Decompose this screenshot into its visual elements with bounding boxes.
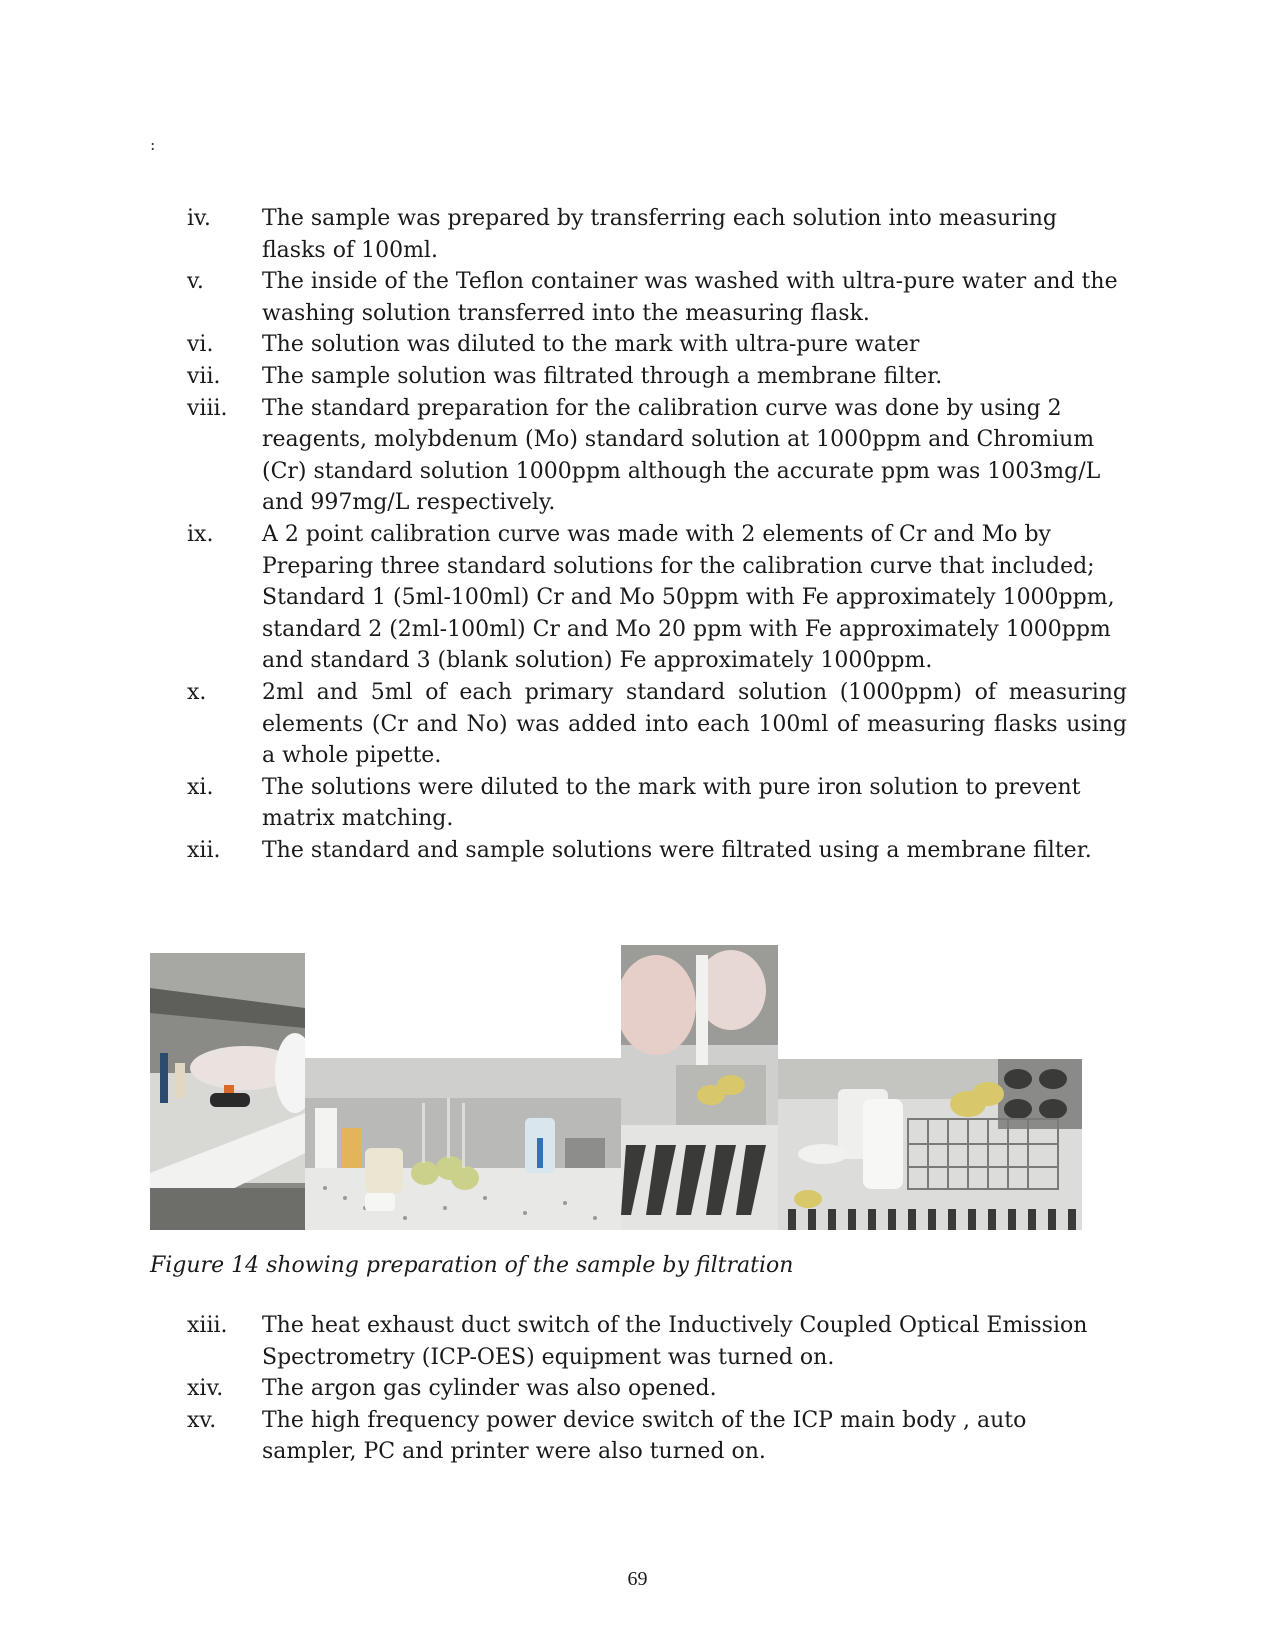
list-item xyxy=(187,519,1127,677)
step-text: 2ml and 5ml of each primary standard solution (1000ppm) of measuring elements (Cr and No) was added into each 100ml of measuring flasks using a whole pipette. xyxy=(262,679,1127,769)
step-number: xi. xyxy=(187,774,214,800)
photo-fume-hood xyxy=(150,953,305,1230)
photo-flask-racks-image xyxy=(778,1059,1082,1230)
step-number: x. xyxy=(187,679,207,705)
step-number: vi. xyxy=(187,332,214,358)
step-number: vii. xyxy=(187,363,221,389)
photo-volumetric-flasks-image xyxy=(305,1058,621,1230)
list-item xyxy=(187,393,1127,519)
step-text: The solutions were diluted to the mark with pure iron solution to prevent matrix matching. xyxy=(262,774,1081,832)
step-text: The sample was prepared by transferring each solution into measuring flasks of 100ml. xyxy=(262,206,1058,263)
step-number: viii. xyxy=(187,395,228,421)
figure-photo-collage xyxy=(150,945,1110,1235)
step-number: xiv. xyxy=(187,1376,224,1402)
procedure-steps-list xyxy=(187,203,1127,866)
step-number: iv. xyxy=(187,206,211,231)
procedure-steps-list-continued xyxy=(187,1310,1127,1468)
step-text: The solution was diluted to the mark with ultra-pure water xyxy=(262,332,920,358)
list-item xyxy=(187,1373,1127,1405)
step-text: The inside of the Teflon container was washed with ultra-pure water and the washing solution transferred into the measuring flask. xyxy=(262,269,1118,326)
step-text: A 2 point calibration curve was made with 2 elements of Cr and Mo by Preparing three standard solutions for the calibration curve that included; Standard 1 (5ml-100ml) Cr and Mo 50ppm with Fe approximately 1000ppm, standard 2 (2ml-100ml) Cr and Mo 20 ppm with Fe approximately 1000ppm and standard 3 (blank solution) Fe approximately 1000ppm. xyxy=(262,521,1115,674)
photo-pipette-filtration xyxy=(621,945,778,1230)
list-item xyxy=(187,361,1127,393)
photo-volumetric-flasks xyxy=(305,1058,621,1230)
step-text: The standard and sample solutions were filtrated using a membrane filter. xyxy=(262,837,1092,863)
step-text: The standard preparation for the calibration curve was done by using 2 reagents, molybdenum (Mo) standard solution at 1000ppm and Chromium (Cr) standard solution 1000ppm although the accurate ppm was 1003mg/L and 997mg/L respectively. xyxy=(262,395,1101,516)
list-item xyxy=(187,329,1127,361)
photo-flask-racks xyxy=(778,1059,1082,1230)
step-number: ix. xyxy=(187,521,214,547)
step-number: xiii. xyxy=(187,1313,228,1338)
step-number: v. xyxy=(187,269,204,295)
step-text: The sample solution was filtrated through a membrane filter. xyxy=(262,363,943,389)
photo-fume-hood-image xyxy=(150,953,305,1230)
list-item xyxy=(187,677,1127,772)
step-text: The high frequency power device switch of the ICP main body , auto sampler, PC and printer were also turned on. xyxy=(262,1407,1027,1465)
step-text: The argon gas cylinder was also opened. xyxy=(262,1376,717,1402)
list-item xyxy=(187,772,1127,835)
list-item xyxy=(187,835,1127,867)
stray-mark: : xyxy=(150,135,156,154)
list-item xyxy=(187,203,1127,266)
step-number: xv. xyxy=(187,1407,217,1433)
figure-caption: Figure 14 showing preparation of the sample by filtration xyxy=(150,1253,794,1278)
photo-pipette-filtration-image xyxy=(621,945,778,1230)
step-text: The heat exhaust duct switch of the Inductively Coupled Optical Emission Spectrometry (ICP-OES) equipment was turned on. xyxy=(262,1313,1088,1370)
page-number: 69 xyxy=(627,1568,648,1590)
list-item xyxy=(187,1405,1127,1468)
list-item xyxy=(187,266,1127,329)
list-item xyxy=(187,1310,1127,1373)
step-number: xii. xyxy=(187,837,221,863)
